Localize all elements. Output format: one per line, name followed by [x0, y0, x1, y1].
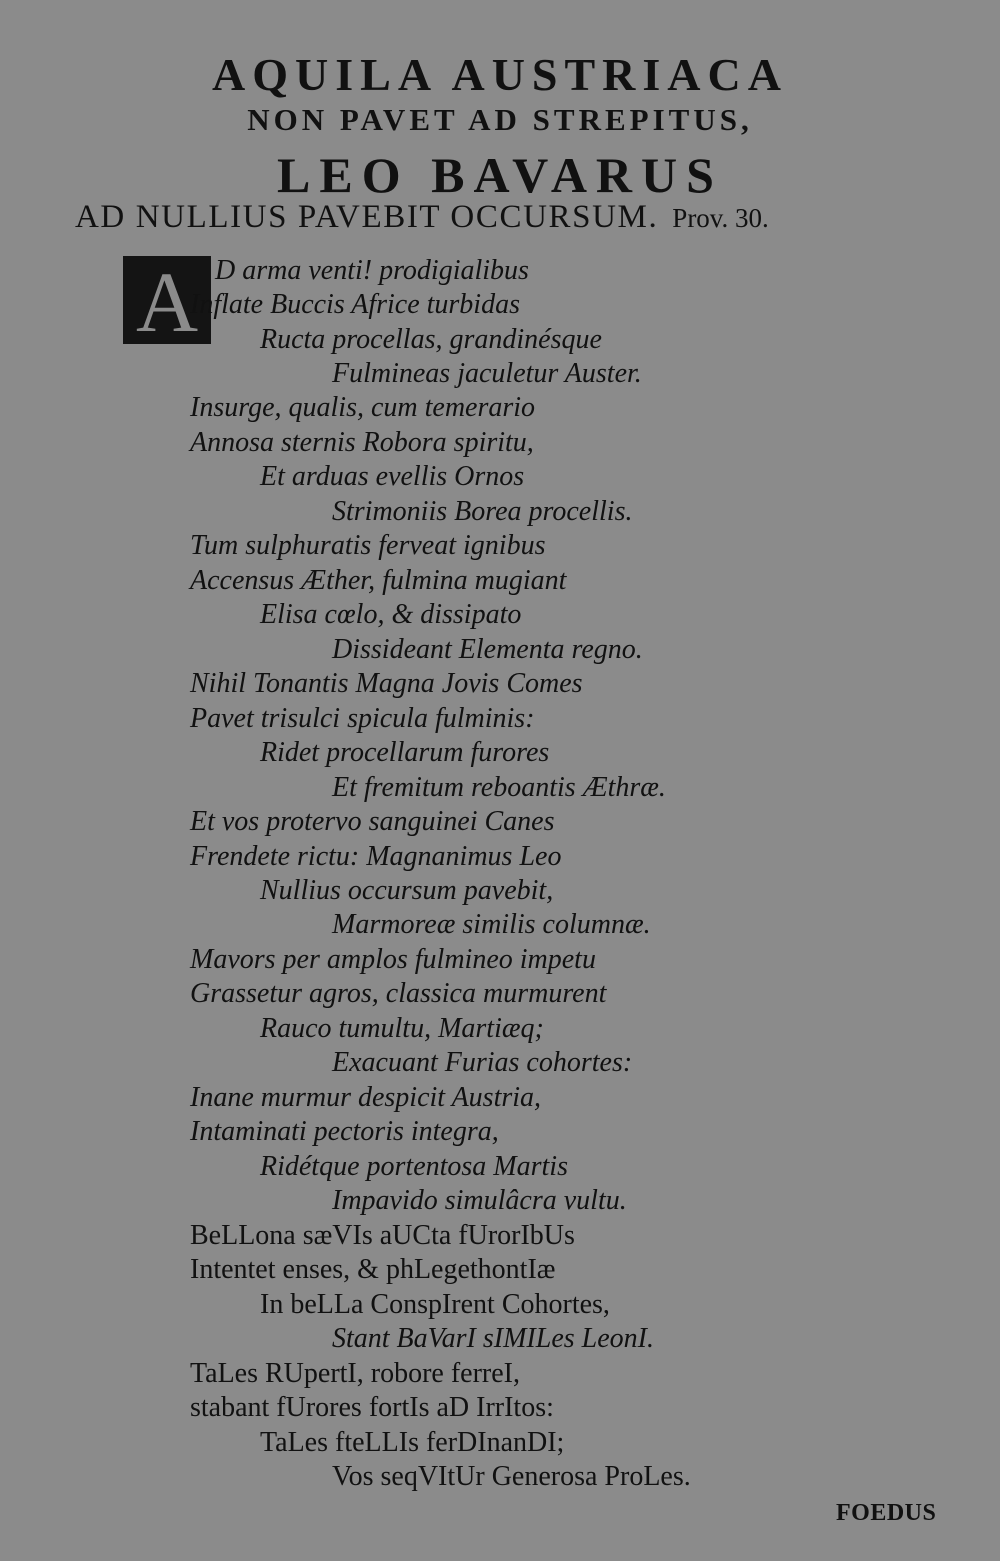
poem-line: TaLes RUpertI, robore ferreI, [190, 1358, 520, 1389]
poem-line: Fulmineas jaculetur Auster. [332, 358, 642, 389]
poem-line: D arma venti! prodigialibus [215, 255, 529, 286]
poem-line: Frendete rictu: Magnanimus Leo [190, 841, 562, 872]
poem-line: Rauco tumultu, Martiæq; [260, 1013, 544, 1044]
drop-cap-letter: A [135, 254, 199, 350]
poem-line: Ridet procellarum furores [260, 737, 550, 768]
title-line-4-text: AD NULLIUS PAVEBIT OCCURSUM. [75, 199, 659, 235]
poem-line: Annosa sternis Robora spiritu, [190, 427, 534, 458]
poem-line: Nihil Tonantis Magna Jovis Comes [190, 668, 583, 699]
poem-line: Ridétque portentosa Martis [260, 1151, 568, 1182]
poem-line: Impavido simulâcra vultu. [332, 1185, 627, 1216]
poem-line: Tum sulphuratis ferveat ignibus [190, 530, 546, 561]
poem-line: Exacuant Furias cohortes: [332, 1047, 633, 1078]
scripture-reference: Prov. 30. [672, 203, 769, 233]
poem-line: Intentet enses, & phLegethontIæ [190, 1254, 556, 1285]
poem-line: Strimoniis Borea procellis. [332, 496, 633, 527]
poem-line: In beLLa ConspIrent Cohortes, [260, 1289, 610, 1320]
poem-line: stabant fUrores fortIs aD IrrItos: [190, 1392, 554, 1423]
poem-line: Dissideant Elementa regno. [332, 634, 643, 665]
catchword: FOEDUS [836, 1500, 937, 1526]
poem-line: Grassetur agros, classica murmurent [190, 978, 607, 1009]
poem-line: Vos seqVItUr Generosa ProLes. [332, 1461, 691, 1492]
poem-line: Ructa procellas, grandinésque [260, 324, 602, 355]
poem-line: Inane murmur despicit Austria, [190, 1082, 542, 1113]
poem-line: BeLLona sæVIs aUCta fUrorIbUs [190, 1220, 575, 1251]
poem-line: Pavet trisulci spicula fulminis: [190, 703, 535, 734]
poem-line: Inflate Buccis Africe turbidas [190, 289, 520, 320]
title-line-4 [75, 201, 769, 234]
title-line-3: LEO BAVARUS [277, 147, 723, 203]
poem-line: Nullius occursum pavebit, [260, 875, 554, 906]
poem-line: Et fremitum reboantis Æthræ. [332, 772, 666, 803]
poem-line: Et vos protervo sanguinei Canes [190, 806, 555, 837]
poem-line: Intaminati pectoris integra, [190, 1116, 499, 1147]
poem-line: Mavors per amplos fulmineo impetu [190, 944, 596, 975]
poem-line: TaLes fteLLIs ferDInanDI; [260, 1427, 565, 1458]
poem-line: Insurge, qualis, cum temerario [190, 392, 536, 423]
title-line-1: AQUILA AUSTRIACA [212, 49, 788, 100]
poem-line: Marmoreæ similis columnæ. [332, 909, 651, 940]
poem-line: Et arduas evellis Ornos [260, 461, 525, 492]
poem-line: Elisa cœlo, & dissipato [260, 599, 522, 630]
poem-line: Stant BaVarI sIMILes LeonI. [332, 1323, 654, 1354]
poem-line: Accensus Æther, fulmina mugiant [190, 565, 567, 596]
title-line-2: NON PAVET AD STREPITUS, [247, 102, 753, 137]
